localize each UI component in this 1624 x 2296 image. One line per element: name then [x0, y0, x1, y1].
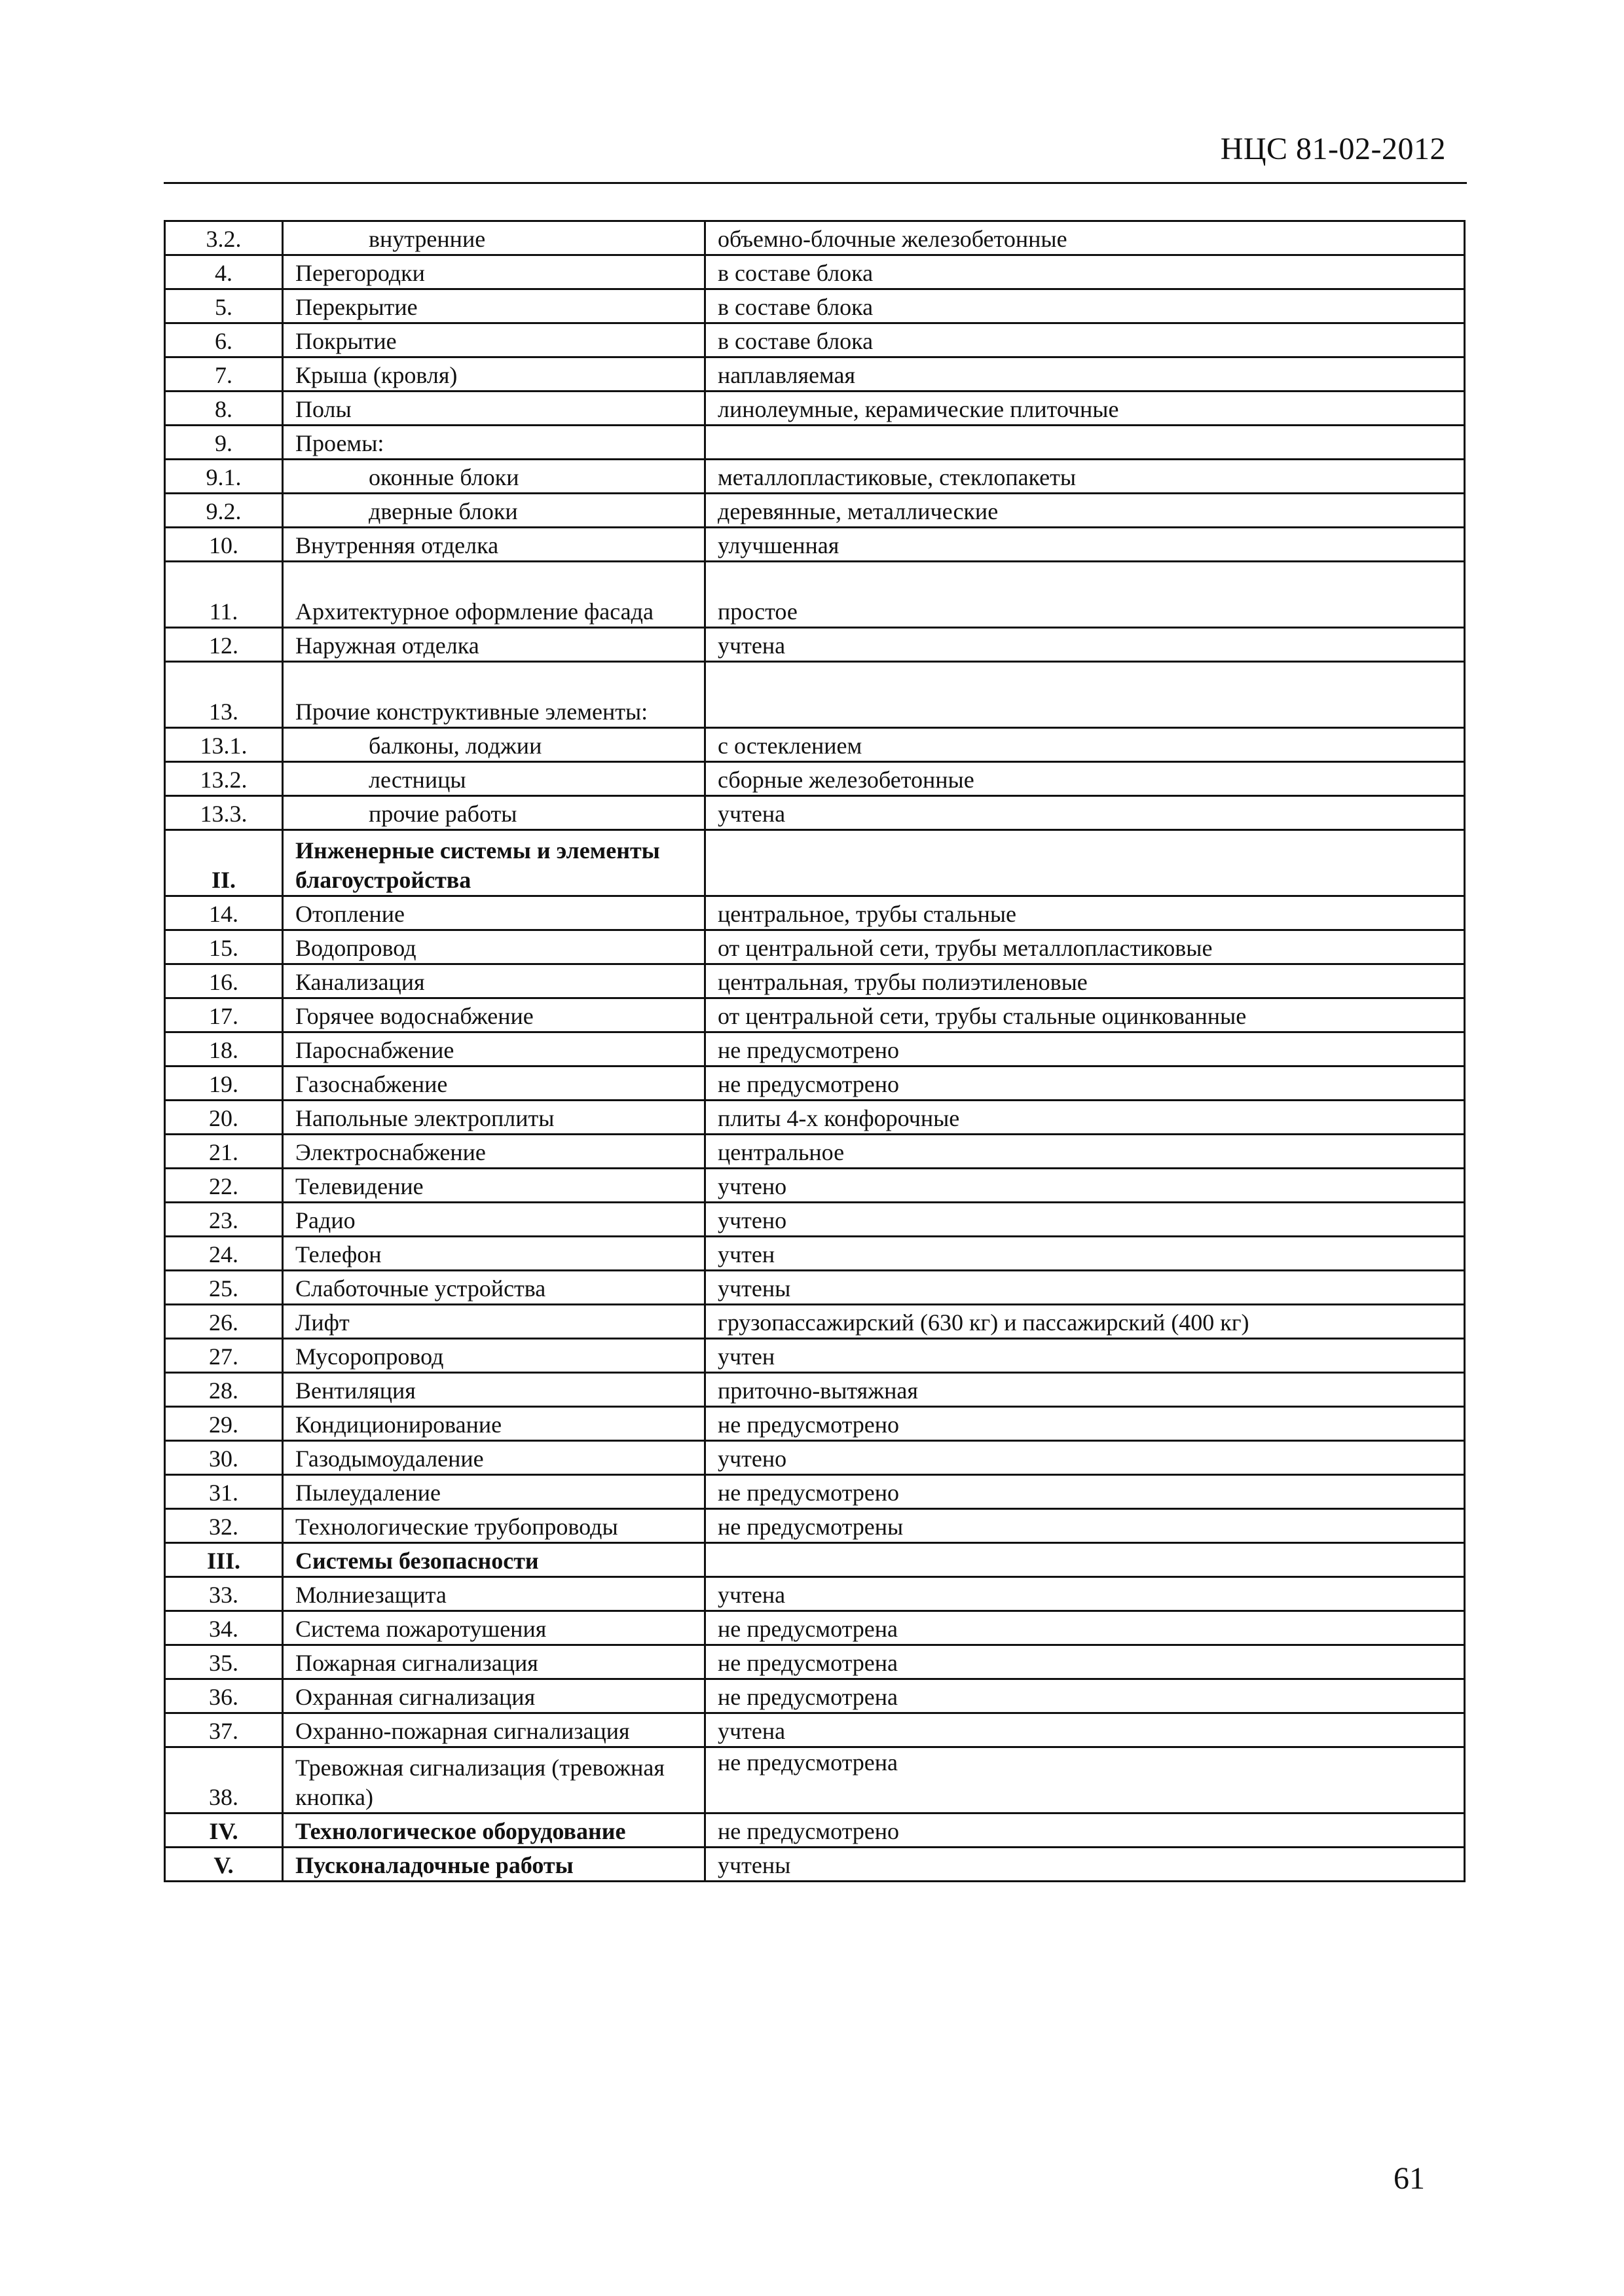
row-description-cell: улучшенная — [705, 528, 1465, 562]
row-description-cell — [705, 426, 1465, 460]
page-number: 61 — [1393, 2161, 1425, 2196]
table-row — [165, 830, 1465, 896]
row-number-cell: 28. — [165, 1373, 283, 1407]
table-row — [165, 1237, 1465, 1271]
row-description-cell: деревянные, металлические — [705, 494, 1465, 528]
row-number-cell: 9. — [165, 426, 283, 460]
row-name-cell: Канализация — [283, 964, 705, 998]
row-number-cell: 20. — [165, 1101, 283, 1135]
row-description-cell: от центральной сети, трубы металлопластиковые — [705, 930, 1465, 964]
table-row — [165, 1509, 1465, 1543]
row-description-cell: в составе блока — [705, 323, 1465, 357]
row-description-cell: центральная, трубы полиэтиленовые — [705, 964, 1465, 998]
row-description-cell: с остеклением — [705, 728, 1465, 762]
row-name-cell: Архитектурное оформление фасада — [283, 562, 705, 628]
table-row — [165, 255, 1465, 289]
table-row — [165, 1543, 1465, 1577]
row-name-cell: Перегородки — [283, 255, 705, 289]
row-description-cell: учтен — [705, 1339, 1465, 1373]
row-description-cell: не предусмотрена — [705, 1611, 1465, 1645]
row-description-cell: металлопластиковые, стеклопакеты — [705, 460, 1465, 494]
row-name-cell: Слаботочные устройства — [283, 1271, 705, 1305]
row-name-cell: Молниезащита — [283, 1577, 705, 1611]
row-name-cell: прочие работы — [283, 796, 705, 830]
row-name-cell: Газоснабжение — [283, 1066, 705, 1101]
row-name-cell: Прочие конструктивные элементы: — [283, 662, 705, 728]
row-number-cell: 24. — [165, 1237, 283, 1271]
row-number-cell: 34. — [165, 1611, 283, 1645]
row-number-cell: 6. — [165, 323, 283, 357]
row-name-cell: Радио — [283, 1203, 705, 1237]
row-description-cell — [705, 662, 1465, 728]
row-name-cell: Электроснабжение — [283, 1135, 705, 1169]
table-row — [165, 1611, 1465, 1645]
table-row — [165, 1373, 1465, 1407]
row-name-cell: Вентиляция — [283, 1373, 705, 1407]
row-number-cell: 12. — [165, 628, 283, 662]
row-name-cell: Система пожаротушения — [283, 1611, 705, 1645]
row-number-cell: 32. — [165, 1509, 283, 1543]
table-row — [165, 1577, 1465, 1611]
document-code: НЦС 81-02-2012 — [1220, 132, 1446, 166]
row-number-cell: 31. — [165, 1475, 283, 1509]
row-number-cell: 7. — [165, 357, 283, 392]
row-description-cell — [705, 830, 1465, 896]
row-name-cell: Водопровод — [283, 930, 705, 964]
row-description-cell: не предусмотрено — [705, 1475, 1465, 1509]
row-description-cell: не предусмотрено — [705, 1407, 1465, 1441]
row-name-cell: Перекрытие — [283, 289, 705, 323]
table-row — [165, 1169, 1465, 1203]
row-number-cell: 19. — [165, 1066, 283, 1101]
table-row — [165, 1203, 1465, 1237]
row-description-cell: учтен — [705, 1237, 1465, 1271]
row-description-cell: центральное — [705, 1135, 1465, 1169]
row-number-cell: 22. — [165, 1169, 283, 1203]
table-row — [165, 1441, 1465, 1475]
row-description-cell: учтена — [705, 1713, 1465, 1747]
table-row — [165, 1407, 1465, 1441]
row-name-cell: Охранная сигнализация — [283, 1679, 705, 1713]
table-row — [165, 1848, 1465, 1882]
row-description-cell: учтены — [705, 1271, 1465, 1305]
row-number-cell: 4. — [165, 255, 283, 289]
row-description-cell: наплавляемая — [705, 357, 1465, 392]
row-name-cell: Охранно-пожарная сигнализация — [283, 1713, 705, 1747]
row-description-cell: не предусмотрено — [705, 1032, 1465, 1066]
table-row — [165, 1475, 1465, 1509]
row-name-cell: Пылеудаление — [283, 1475, 705, 1509]
row-description-cell: не предусмотрено — [705, 1066, 1465, 1101]
row-number-cell: 13.1. — [165, 728, 283, 762]
row-number-cell: 8. — [165, 392, 283, 426]
table-row — [165, 1747, 1465, 1813]
row-number-cell: 13. — [165, 662, 283, 728]
row-name-cell: Пусконаладочные работы — [283, 1848, 705, 1882]
row-description-cell: учтена — [705, 796, 1465, 830]
table-row — [165, 1271, 1465, 1305]
row-name-cell: Полы — [283, 392, 705, 426]
table-row — [165, 896, 1465, 930]
table-row — [165, 323, 1465, 357]
row-description-cell — [705, 1543, 1465, 1577]
row-number-cell: 5. — [165, 289, 283, 323]
row-description-cell: грузопассажирский (630 кг) и пассажирский (400 кг) — [705, 1305, 1465, 1339]
row-number-cell: 17. — [165, 998, 283, 1032]
specification-table-body — [165, 221, 1465, 1882]
row-description-cell: учтено — [705, 1441, 1465, 1475]
row-description-cell: от центральной сети, трубы стальные оцинкованные — [705, 998, 1465, 1032]
row-number-cell: 29. — [165, 1407, 283, 1441]
table-row — [165, 964, 1465, 998]
specification-table — [164, 220, 1466, 1882]
table-row — [165, 289, 1465, 323]
row-number-cell: 27. — [165, 1339, 283, 1373]
row-number-cell: 23. — [165, 1203, 283, 1237]
row-number-cell: 15. — [165, 930, 283, 964]
row-name-cell: Пожарная сигнализация — [283, 1645, 705, 1679]
row-number-cell: 26. — [165, 1305, 283, 1339]
row-description-cell: учтена — [705, 1577, 1465, 1611]
row-name-cell: Пароснабжение — [283, 1032, 705, 1066]
row-name-cell: Тревожная сигнализация (тревожная кнопка) — [283, 1747, 705, 1813]
table-row — [165, 528, 1465, 562]
row-number-cell: V. — [165, 1848, 283, 1882]
row-number-cell: 25. — [165, 1271, 283, 1305]
row-name-cell: Технологическое оборудование — [283, 1813, 705, 1848]
table-row — [165, 1645, 1465, 1679]
table-row — [165, 494, 1465, 528]
row-description-cell: не предусмотрены — [705, 1509, 1465, 1543]
row-description-cell: в составе блока — [705, 255, 1465, 289]
row-name-cell: балконы, лоджии — [283, 728, 705, 762]
row-number-cell: III. — [165, 1543, 283, 1577]
row-description-cell: объемно-блочные железобетонные — [705, 221, 1465, 255]
row-description-cell: учтены — [705, 1848, 1465, 1882]
row-number-cell: 18. — [165, 1032, 283, 1066]
table-row — [165, 357, 1465, 392]
row-description-cell: сборные железобетонные — [705, 762, 1465, 796]
row-number-cell: 9.2. — [165, 494, 283, 528]
row-description-cell: простое — [705, 562, 1465, 628]
row-number-cell: 10. — [165, 528, 283, 562]
row-number-cell: 33. — [165, 1577, 283, 1611]
row-name-cell: внутренние — [283, 221, 705, 255]
row-description-cell: приточно-вытяжная — [705, 1373, 1465, 1407]
row-description-cell: линолеумные, керамические плиточные — [705, 392, 1465, 426]
table-row — [165, 728, 1465, 762]
row-description-cell: учтено — [705, 1169, 1465, 1203]
table-row — [165, 1305, 1465, 1339]
row-description-cell: плиты 4-х конфорочные — [705, 1101, 1465, 1135]
row-number-cell: 37. — [165, 1713, 283, 1747]
table-row — [165, 460, 1465, 494]
row-number-cell: 16. — [165, 964, 283, 998]
table-row — [165, 562, 1465, 628]
table-row — [165, 930, 1465, 964]
row-description-cell: не предусмотрена — [705, 1679, 1465, 1713]
row-name-cell: Мусоропровод — [283, 1339, 705, 1373]
row-name-cell: Инженерные системы и элементы благоустройства — [283, 830, 705, 896]
row-name-cell: Газодымоудаление — [283, 1441, 705, 1475]
table-row — [165, 796, 1465, 830]
row-description-cell: не предусмотрена — [705, 1747, 1465, 1813]
row-name-cell: Покрытие — [283, 323, 705, 357]
row-number-cell: 13.3. — [165, 796, 283, 830]
row-name-cell: Кондиционирование — [283, 1407, 705, 1441]
row-number-cell: 9.1. — [165, 460, 283, 494]
row-number-cell: 35. — [165, 1645, 283, 1679]
row-name-cell: Системы безопасности — [283, 1543, 705, 1577]
row-name-cell: Внутренняя отделка — [283, 528, 705, 562]
row-description-cell: не предусмотрено — [705, 1813, 1465, 1848]
row-name-cell: Проемы: — [283, 426, 705, 460]
row-name-cell: оконные блоки — [283, 460, 705, 494]
row-description-cell: в составе блока — [705, 289, 1465, 323]
row-description-cell: учтена — [705, 628, 1465, 662]
table-row — [165, 628, 1465, 662]
table-row — [165, 1339, 1465, 1373]
table-row — [165, 762, 1465, 796]
table-row — [165, 221, 1465, 255]
row-description-cell: центральное, трубы стальные — [705, 896, 1465, 930]
table-row — [165, 1813, 1465, 1848]
row-number-cell: 3.2. — [165, 221, 283, 255]
table-row — [165, 392, 1465, 426]
table-row — [165, 426, 1465, 460]
row-name-cell: Телевидение — [283, 1169, 705, 1203]
row-number-cell: 36. — [165, 1679, 283, 1713]
table-row — [165, 662, 1465, 728]
header-divider — [164, 182, 1467, 184]
row-number-cell: 14. — [165, 896, 283, 930]
table-row — [165, 998, 1465, 1032]
row-number-cell: II. — [165, 830, 283, 896]
row-number-cell: 21. — [165, 1135, 283, 1169]
row-name-cell: Телефон — [283, 1237, 705, 1271]
table-row — [165, 1032, 1465, 1066]
table-row — [165, 1135, 1465, 1169]
row-name-cell: Наружная отделка — [283, 628, 705, 662]
table-row — [165, 1713, 1465, 1747]
row-number-cell: 30. — [165, 1441, 283, 1475]
row-name-cell: Технологические трубопроводы — [283, 1509, 705, 1543]
table-row — [165, 1101, 1465, 1135]
row-description-cell: не предусмотрена — [705, 1645, 1465, 1679]
row-name-cell: дверные блоки — [283, 494, 705, 528]
row-name-cell: Горячее водоснабжение — [283, 998, 705, 1032]
table-row — [165, 1679, 1465, 1713]
row-description-cell: учтено — [705, 1203, 1465, 1237]
row-name-cell: Лифт — [283, 1305, 705, 1339]
row-number-cell: IV. — [165, 1813, 283, 1848]
row-name-cell: Отопление — [283, 896, 705, 930]
row-name-cell: Напольные электроплиты — [283, 1101, 705, 1135]
row-name-cell: Крыша (кровля) — [283, 357, 705, 392]
row-name-cell: лестницы — [283, 762, 705, 796]
row-number-cell: 13.2. — [165, 762, 283, 796]
row-number-cell: 11. — [165, 562, 283, 628]
row-number-cell: 38. — [165, 1747, 283, 1813]
table-row — [165, 1066, 1465, 1101]
